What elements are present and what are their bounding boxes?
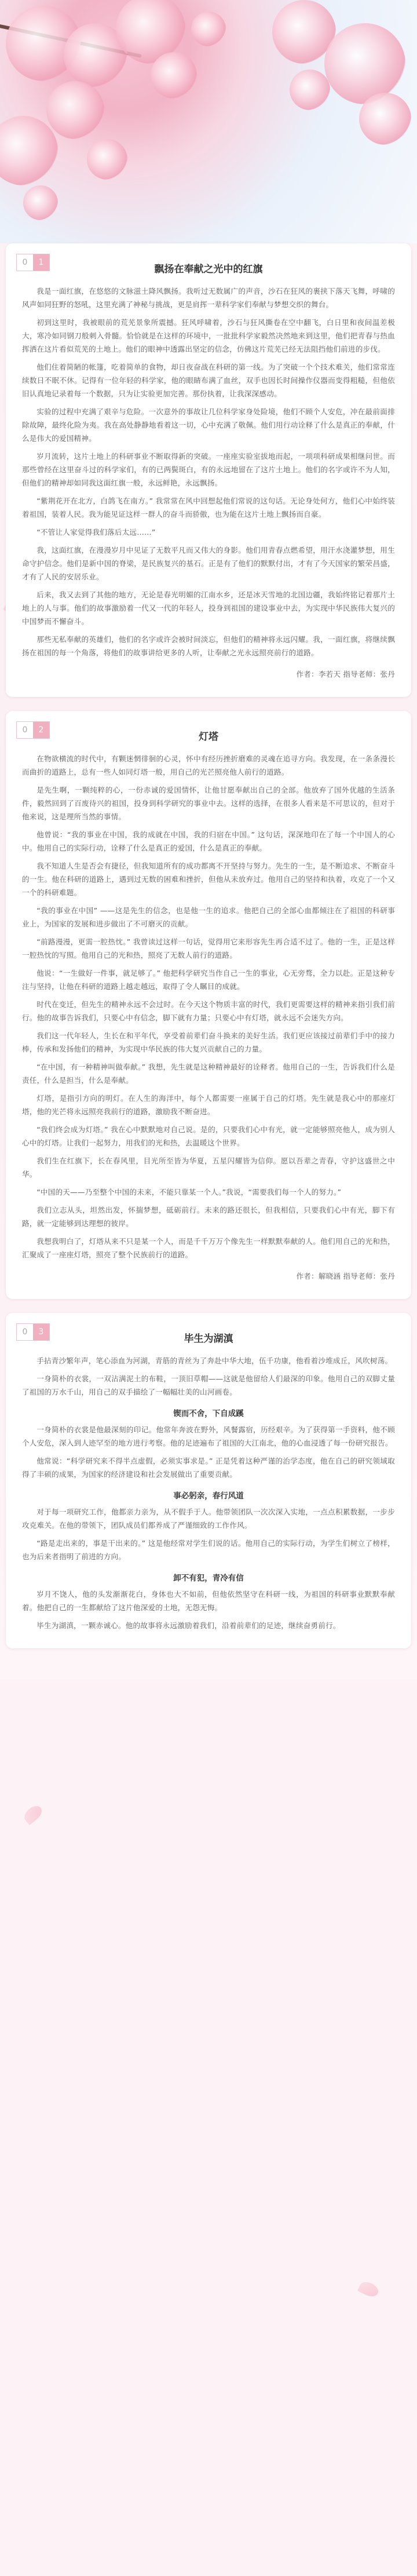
blossom-decoration bbox=[23, 185, 58, 220]
article-paragraph: “在中国，有一种精神叫做奉献。” 我想，先生就是这种精神最好的诠释者。他用自己的一生，告诉我们什么是责任，什么是担当，什么是奉献。 bbox=[22, 1063, 395, 1085]
blossom-decoration bbox=[359, 93, 411, 145]
article-paragraph: 手拈青沙繁年声，笔心添血为河湖，青筋的青丝为了奔赴中华大地，伍千功康，他看着沙堆成丘，风吹树荡。 bbox=[36, 1356, 393, 1365]
article-paragraph: 我们生在红旗下，长在春风里，目光所至皆为华夏，五星闪耀皆为信仰。愿以吾辈之青春，守护这盛世之中华。 bbox=[22, 1156, 395, 1178]
section-heading: 锲而不舍，下自成蹊 bbox=[173, 1409, 244, 1418]
article-paragraph: 毕生为湖滇，一颗赤诚心。他的故事将永远激励着我们，沿着前辈们的足迹，继续奋勇前行。 bbox=[36, 1621, 341, 1630]
article-paragraph: “前路漫漫，更需一腔热忱。” 我曾读过这样一句话，觉得用它来形容先生再合适不过了。他的一生，正是这样一腔热忱的写照。他用自己的光和热，照亮了无数人前行的道路。 bbox=[22, 937, 395, 959]
blossom-decoration bbox=[290, 70, 330, 110]
article-card bbox=[6, 1313, 411, 1648]
section-heading: 卸不有犯，青冷有信 bbox=[173, 1574, 244, 1583]
article-paragraph: 我，这面红旗，在漫漫岁月中见证了无数平凡而又伟大的身影。他们用青春点燃希望，用汗水浇灌梦想，用生命守护信念。他们是新中国的脊梁，是民族复兴的基石。正是有了他们的默默付出，才有了今天国家的繁荣昌盛，才有了人民的安居乐业。 bbox=[22, 546, 395, 581]
article-paragraph: “中国的天——乃至整个中国的未来，不能只靠某一个人。”我说，“需要我们每一个人的努力。” bbox=[36, 1188, 342, 1196]
article-paragraph: 我不知道人生是否会有捷径，但我知道所有的成功都离不开坚持与努力。先生的一生，是不断追求、不断奋斗的一生。他在科研的道路上，遇到过无数的困难和挫折，但他从未放弃过。他用自己的坚持和执着，攻克了一个又一个的科研难题。 bbox=[22, 862, 395, 897]
blossom-decoration bbox=[0, 116, 58, 185]
article-author: 作者：李若天 指导老师：张丹 bbox=[296, 670, 395, 678]
article-paragraph: 初到这里时，我被眼前的荒芜景象所震撼。狂风呼啸着，沙石与狂风撕卷在空中翻飞，白日里和夜间温差极大，寒冷如同钢刀般刺入骨髓。恰恰就是在这样的环境中，一批批科学家毅然决然地来到这里，他们把青春与热血挥洒在这片看似荒芜的土地上。他们的眼神中透露出坚定的信念，仿佛这片荒芜已经无法阻挡他们前进的步伐。 bbox=[22, 318, 395, 353]
article-paragraph: 是先生啊，一颗纯粹的心，一份赤诚的爱国情怀，让他甘愿奉献出自己的全部。他放弃了国外优越的生活条件，毅然回到了百废待兴的祖国，投身到科学研究的事业中去。这样的选择，在很多人看来是不可思议的，但对于他来说，这是理所当然的事情。 bbox=[22, 786, 395, 821]
article-number-prefix: 0 bbox=[17, 254, 33, 271]
article-paragraph: 灯塔，是指引方向的明灯。在人生的海洋中，每个人都需要一座属于自己的灯塔。先生就是我心中的那座灯塔，他的光芒将永远照亮我前行的道路，激励我不断奋进。 bbox=[22, 1094, 395, 1116]
article-paragraph: 我想我明白了，灯塔从来不只是某一个人，而是千千万万个像先生一样默默奉献的人。他们用自己的光和热，汇聚成了一座座灯塔，照亮了整个民族前行的道路。 bbox=[22, 1237, 395, 1259]
article-title: 灯塔 bbox=[199, 731, 218, 743]
article-number-prefix: 0 bbox=[17, 1324, 33, 1340]
content-area bbox=[0, 243, 417, 1680]
blossom-decoration bbox=[87, 139, 127, 180]
article-paragraph: 他们住着简陋的帐篷，吃着简单的食物，却日夜奋战在科研的第一线。为了突破一个个技术难关，他们常常连续数日不眠不休。记得有一位年轻的科学家，他的眼睛布满了血丝，双手也因长时间操作仪器而变得粗糙，但他依旧认真地记录着每一个数据，只为让实验更加完善。那份执着，让我深深感动。 bbox=[22, 363, 395, 398]
article-number: 3 bbox=[33, 1324, 49, 1340]
article-paragraph: 我是一面红旗，在悠悠的文脉滋土降风飘扬。我听过无数属广的声音，沙石在狂风的裹挟下落天飞舞，呼啸的风声如同狂野的怒吼，这里充满了神秘与挑战，更是肩挥一辈科学家们奉献与梦想交织的舞台。 bbox=[22, 287, 395, 309]
article-paragraph: “路是走出来的，事是干出来的。” 这是他经常对学生们说的话。他用自己的实际行动，为学生们树立了榜样，也为后来者指明了前进的方向。 bbox=[22, 1539, 395, 1561]
article-number-badge bbox=[16, 1323, 50, 1341]
blossom-decoration bbox=[191, 12, 226, 46]
article-card bbox=[6, 243, 411, 697]
article-paragraph: 岁月流转，这片土地上的科研事业不断取得新的突破。一座座实验室拔地而起，一项项科研成果相继问世。而那些曾经在这里奋斗过的科学家们，有的已两鬓斑白，有的永远地留在了这片土地上。他们的名字或许不为人知，但他们的精神却如同我这面红旗一般，永远鲜艳，永远飘扬。 bbox=[22, 452, 395, 487]
article-paragraph: 后来，我又去到了其他的地方，无论是春光明媚的江南水乡，还是冰天雪地的北国边疆，我始终铭记着那片土地上的人与事。他们的故事激励着一代又一代的年轻人，投身到祖国的建设事业中去，为实现中华民族伟大复兴的中国梦而不懈奋斗。 bbox=[22, 590, 395, 626]
article-number: 1 bbox=[33, 254, 49, 271]
section-heading: 事必躬亲，春行风道 bbox=[173, 1491, 244, 1501]
header-banner bbox=[0, 0, 417, 243]
article-paragraph: 他常说：“科学研究来不得半点虚假，必须实事求是。” 正是凭着这种严谨的治学态度，他在自己的研究领域取得了丰硕的成果，为国家的经济建设和社会发展做出了重要贡献。 bbox=[22, 1457, 395, 1479]
article-author: 作者：解晓涵 指导老师：张丹 bbox=[296, 1272, 395, 1280]
article-card bbox=[6, 711, 411, 1299]
article-paragraph: 时代在变迁，但先生的精神永远不会过时。在今天这个物质丰富的时代，我们更需要这样的精神来指引我们前行。他的故事告诉我们，只要心中有信念，脚下就有力量；只要心中有灯塔，就永远不会迷失方向。 bbox=[22, 1000, 395, 1022]
article-paragraph: “紫荆花开在北方，白鸽飞在南方。” 我常常在风中回想起他们常说的这句话。无论身处何方，他们心中始终装着祖国，装着人民。我为能见证这样一群人的奋斗而骄傲，也为能在这片土地上飘扬而自豪。 bbox=[22, 497, 395, 519]
article-number: 2 bbox=[33, 722, 49, 738]
article-paragraph: 岁月不饶人，他的头发渐渐花白，身体也大不如前，但他依然坚守在科研一线，为祖国的科研事业默默奉献着。他把自己的一生都献给了这片他深爱的土地，无怨无悔。 bbox=[22, 1590, 395, 1612]
article-title: 毕生为湖滇 bbox=[184, 1333, 233, 1345]
article-paragraph: 一身简朴的衣裳是他最深刻的印记。他常年奔波在野外，风餐露宿，历经艰辛。为了获得第一手资料，他不顾个人安危，深入到人迹罕至的地方进行考察。他的足迹遍布了祖国的大江南北，他的心血浸透了每一份研究报告。 bbox=[22, 1425, 395, 1447]
article-number-badge bbox=[16, 254, 50, 271]
blossom-decoration bbox=[151, 52, 197, 98]
article-paragraph: “我们终会成为灯塔。” 我在心中默默地对自己说。是的，只要我们心中有光，就一定能够照亮他人，成为别人心中的灯塔。让我们一起努力，用我们的光和热，去温暖这个世界。 bbox=[22, 1125, 395, 1147]
article-title: 飘扬在奉献之光中的红旗 bbox=[154, 264, 263, 275]
article-paragraph: 我们立志从头，坦然出发，怀揣梦想，砥砺前行。未来的路还很长，但我相信，只要我们心中有光，脚下有路，就一定能够到达理想的彼岸。 bbox=[22, 1206, 395, 1228]
article-paragraph: 对于每一项研究工作，他都亲力亲为，从不假手于人。他带领团队一次次深入实地，一点点积累数据，一步步攻克难关。在他的带领下，团队成员们都养成了严谨细致的工作作风。 bbox=[22, 1508, 395, 1530]
article-paragraph: 一身简朴的衣裳，一双沾满泥土的布鞋，一顶旧草帽——这就是他留给人们最深的印象。他用自己的双脚丈量了祖国的万水千山，用自己的双手描绘了一幅幅壮美的山河画卷。 bbox=[22, 1374, 395, 1396]
article-number-badge bbox=[16, 721, 50, 739]
blossom-decoration bbox=[324, 23, 405, 104]
article-paragraph: “我的事业在中国” ——这是先生的信念，也是他一生的追求。他把自己的全部心血都倾注在了祖国的科研事业上，为国家的发展和进步做出了不可磨灭的贡献。 bbox=[22, 906, 395, 928]
article-paragraph: 我们这一代年轻人，生长在和平年代，享受着前辈们奋斗换来的美好生活。我们更应该接过前辈们手中的接力棒，传承和发扬他们的精神，为实现中华民族的伟大复兴贡献自己的力量。 bbox=[22, 1031, 395, 1053]
article-paragraph: 他说：“一生做好一件事，就足够了。” 他把科学研究当作自己一生的事业，心无旁骛，全力以赴。正是这种专注与坚持，让他在科研的道路上越走越远，取得了令人瞩目的成就。 bbox=[22, 969, 395, 991]
article-paragraph: 在物欲横流的时代中，有颗迷惘徘徊的心灵，怀中有经历挫折磨难的灵魂在追寻方向。我发现，在一条条漫长而曲折的道路上，总有一些人如同灯塔一般，用自己的光芒照亮他人前行的道路。 bbox=[22, 754, 395, 776]
blossom-decoration bbox=[46, 81, 104, 139]
petal-decoration bbox=[21, 1803, 45, 1826]
petal-decoration bbox=[357, 2279, 381, 2299]
article-paragraph: 他曾说：“我的事业在中国，我的成就在中国，我的归宿在中国。” 这句话，深深地印在了每一个中国人的心中。他用自己的实际行动，诠释了什么是真正的爱国，什么是真正的奉献。 bbox=[22, 830, 395, 852]
article-paragraph: “不管让人家觉得我们落后太远……” bbox=[36, 528, 156, 537]
article-paragraph: 实验的过程中充满了艰辛与危险。一次意外的事故让几位科学家身处险境，他们不顾个人安危，冲在最前面排除故障，最终化险为夷。我在高处静静地看着这一切，心中充满了敬佩。他们用行动诠释了什么是真正的奉献，什么是伟大的爱国精神。 bbox=[22, 407, 395, 443]
article-number-prefix: 0 bbox=[17, 722, 33, 738]
article-paragraph: 那些无私奉献的英雄们，他们的名字或许会被时间淡忘，但他们的精神将永远闪耀。我，一面红旗，将继续飘扬在祖国的每一个角落，将他们的故事讲给更多的人听，让奉献之光永远照亮前行的道路。 bbox=[22, 635, 395, 657]
